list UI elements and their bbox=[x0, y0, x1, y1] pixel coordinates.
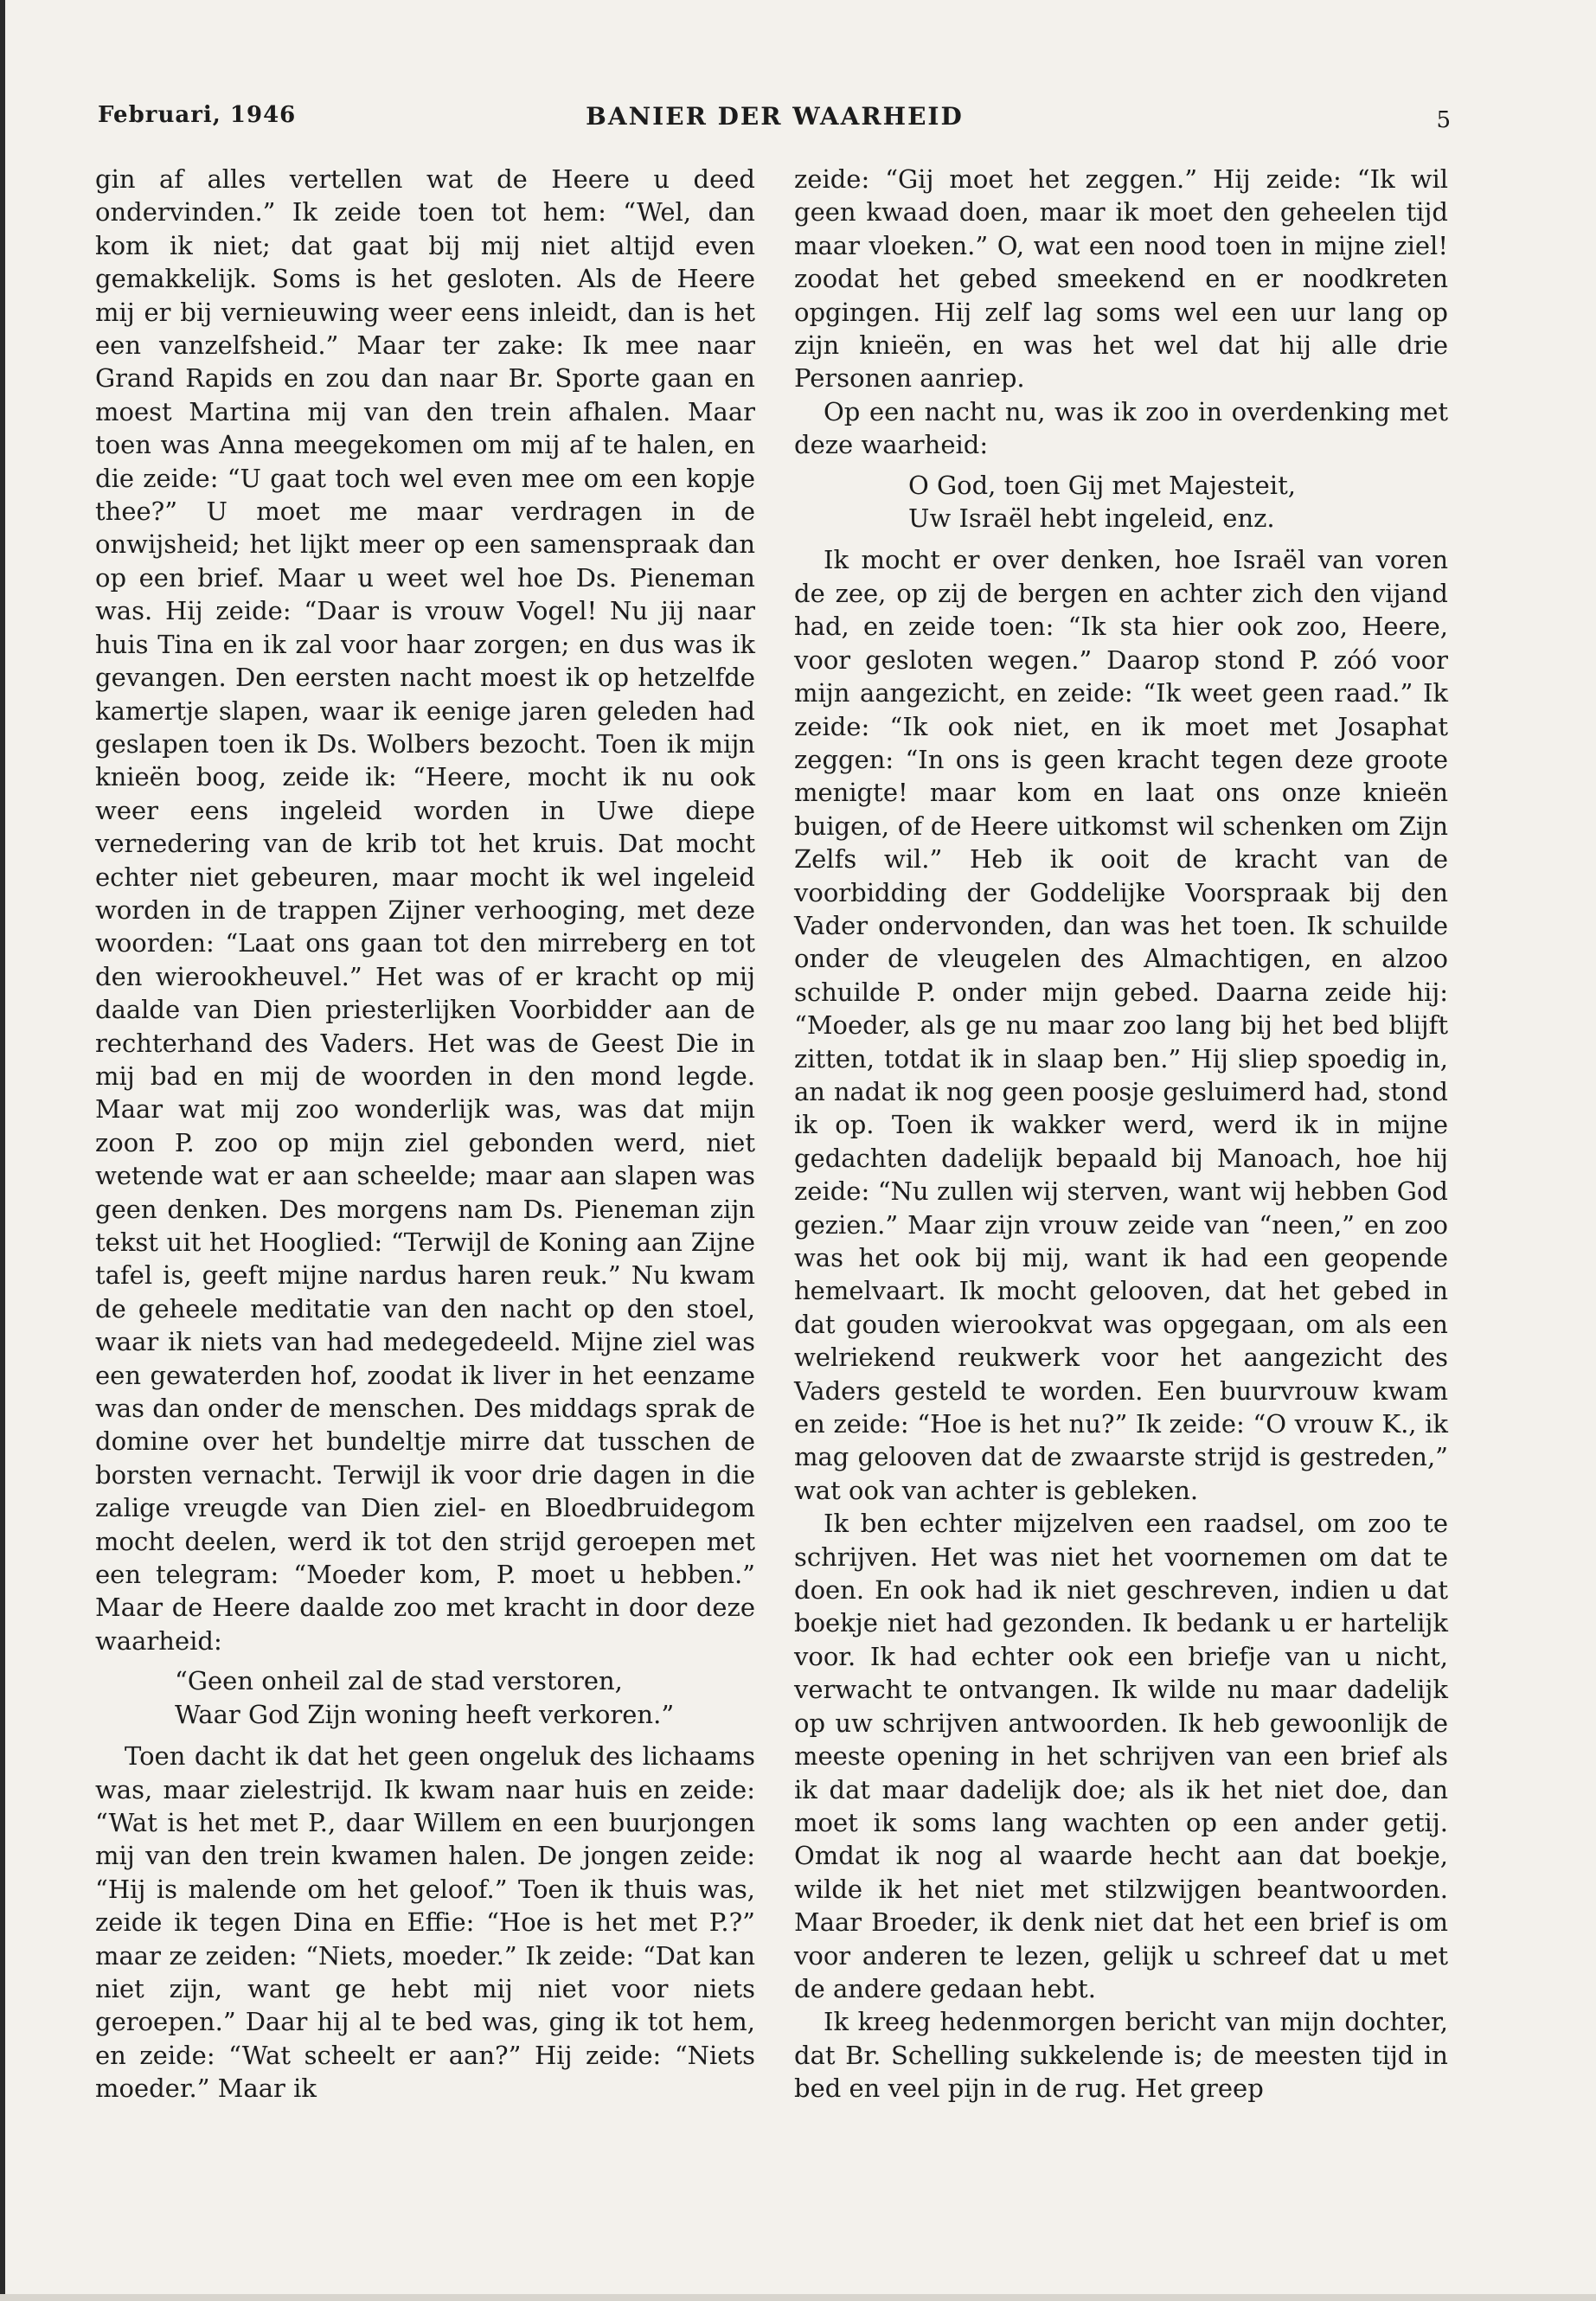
right-column bbox=[794, 163, 1448, 2106]
paragraph: Toen dacht ik dat het geen ongeluk des lichaams was, maar zielestrijd. Ik kwam naar huis en zeide: “Wat is het met P., daar Willem en een buurjongen mij van den trein kwamen halen. De jongen zeide: “Hij is malende om het geloof.” Toen ik thuis was, zeide ik tegen Dina en Effie: “Hoe is het met P.?” maar ze zeiden: “Niets, moeder.” Ik zeide: “Dat kan niet zijn, want ge hebt mij niet voor niets geroepen.” Daar hij al te bed was, ging ik tot hem, en zeide: “Wat scheelt er aan?” Hij zeide: “Niets moeder.” Maar ik bbox=[95, 1741, 755, 2104]
page-number: 5 bbox=[1436, 107, 1452, 133]
header-date: Februari, 1946 bbox=[98, 102, 297, 128]
verse-line: O God, toen Gij met Majesteit, bbox=[908, 470, 1296, 500]
header-title: BANIER DER WAARHEID bbox=[586, 102, 964, 131]
verse-quote bbox=[794, 469, 1448, 535]
paragraph: Ik kreeg hedenmorgen bericht van mijn dochter, dat Br. Schelling sukkelende is; de meesten tijd in bed en veel pijn in de rug. Het greep bbox=[794, 2007, 1448, 2104]
paragraph: Ik mocht er over denken, hoe Israël van voren de zee, op zij de bergen en achter zich den vijand had, en zeide toen: “Ik sta hier ook zoo, Heere, voor gesloten wegen.” Daarop stond P. zóó voor mijn aangezicht, en zeide: “Ik weet geen raad.” Ik zeide: “Ik ook niet, en ik moet met Josaphat zeggen: “In ons is geen kracht tegen deze groote menigte! maar kom en laat ons onze knieën buigen, of de Heere uitkomst wil schenken om Zijn Zelfs wil.” Heb ik ooit de kracht van de voorbidding der Goddelijke Voorspraak bij den Vader ondervonden, dan was het toen. Ik schuilde onder de vleugelen des Almachtigen, en alzoo schuilde P. onder mijn gebed. Daarna zeide hij: “Moeder, als ge nu maar zoo lang bij het bed blijft zitten, totdat ik in slaap ben.” Hij sliep spoedig in, an nadat ik nog geen poosje gesluimerd had, stond ik op. Toen ik wakker werd, werd ik in mijne gedachten dadelijk bepaald bij Manoach, hoe hij zeide: “Nu zullen wij sterven, want wij hebben God gezien.” Maar zijn vrouw zeide van “neen,” en zoo was het ook bij mij, want ik had een geopende hemelvaart. Ik mocht gelooven, dat het gebed in dat gouden wierookvat was opgegaan, om als een welriekend reukwerk voor het aangezicht des Vaders gesteld te worden. Een buurvrouw kwam en zeide: “Hoe is het nu?” Ik zeide: “O vrouw K., ik mag gelooven dat de zwaarste strijd is gestreden,” wat ook van achter is gebleken. bbox=[794, 545, 1448, 1505]
paragraph: gin af alles vertellen wat de Heere u deed ondervinden.” Ik zeide toen tot hem: “Wel, dan kom ik niet; dat gaat bij mij niet altijd even gemakkelijk. Soms is het gesloten. Als de Heere mij er bij vernieuwing weer eens inleidt, dan is het een vanzelfsheid.” Maar ter zake: Ik mee naar Grand Rapids en zou dan naar Br. Sporte gaan en moest Martina mij van den trein afhalen. Maar toen was Anna meegekomen om mij af te halen, en die zeide: “U gaat toch wel even mee om een kopje thee?” U moet me maar verdragen in de onwijsheid; het lijkt meer op een samenspraak dan op een brief. Maar u weet wel hoe Ds. Pieneman was. Hij zeide: “Daar is vrouw Vogel! Nu jij naar huis Tina en ik zal voor haar zorgen; en dus was ik gevangen. Den eersten nacht moest ik op hetzelfde kamertje slapen, waar ik eenige jaren geleden had geslapen toen ik Ds. Wolbers bezocht. Toen ik mijn knieën boog, zeide ik: “Heere, mocht ik nu ook weer eens ingeleid worden in Uwe diepe vernedering van de krib tot het kruis. Dat mocht echter niet gebeuren, maar mocht ik wel ingeleid worden in de trappen Zijner verhooging, met deze woorden: “Laat ons gaan tot den mirreberg en tot den wierookheuvel.” Het was of er kracht op mij daalde van Dien priesterlijken Voorbidder aan de rechterhand des Vaders. Het was de Geest Die in mij bad en mij de woorden in den mond legde. Maar wat mij zoo wonderlijk was, was dat mijn zoon P. zoo op mijn ziel gebonden werd, niet wetende wat er aan scheelde; maar aan slapen was geen denken. Des morgens nam Ds. Pieneman zijn tekst uit het Hooglied: “Terwijl de Koning aan Zijne tafel is, geeft mijne nardus haren reuk.” Nu kwam de geheele meditatie van den nacht op den stoel, waar ik niets van had medegedeeld. Mijne ziel was een gewaterden hof, zoodat ik liver in het eenzame was dan onder de menschen. Des middags sprak de domine over het bundeltje mirre dat tusschen de borsten vernacht. Terwijl ik voor drie dagen in die zalige vreugde van Dien ziel- en Bloedbruidegom mocht deelen, werd ik tot den strijd geroepen met een telegram: “Moeder kom, P. moet u hebben.” Maar de Heere daalde zoo met kracht in door deze waarheid: bbox=[95, 164, 755, 1656]
running-header bbox=[98, 102, 1452, 137]
verse-line: Uw Israël hebt ingeleid, enz. bbox=[908, 503, 1275, 534]
page-bottom-edge bbox=[0, 2294, 1596, 2301]
paragraph: Op een nacht nu, was ik zoo in overdenking met deze waarheid: bbox=[794, 396, 1448, 460]
left-column bbox=[95, 163, 755, 2106]
verse-line: Waar God Zijn woning heeft verkoren.” bbox=[175, 1699, 675, 1729]
verse-quote bbox=[95, 1664, 755, 1731]
paragraph: zeide: “Gij moet het zeggen.” Hij zeide: “Ik wil geen kwaad doen, maar ik moet den geheelen tijd maar vloeken.” O, wat een nood toen in mijne ziel! zoodat het gebed smeekend en er noodkreten opgingen. Hij zelf lag soms wel een uur lang op zijn knieën, en was het wel dat hij alle drie Personen aanriep. bbox=[794, 164, 1448, 394]
paragraph: Ik ben echter mijzelven een raadsel, om zoo te schrijven. Het was niet het voornemen om dat te doen. En ook had ik niet geschreven, indien u dat boekje niet had gezonden. Ik bedank u er hartelijk voor. Ik had echter ook een briefje van u nicht, verwacht te ontvangen. Ik wilde nu maar dadelijk op uw schrijven antwoorden. Ik heb gewoonlijk de meeste opening in het schrijven van een brief als ik dat maar dadelijk doe; als ik het niet doe, dan moet ik soms lang wachten op een ander getij. Omdat ik nog al waarde hecht aan dat boekje, wilde ik het niet met stilzwijgen beantwoorden. Maar Broeder, ik denk niet dat het een brief is om voor anderen te lezen, gelijk u schreef dat u met de andere gedaan hebt. bbox=[794, 1509, 1448, 2003]
verse-line: “Geen onheil zal de stad verstoren, bbox=[175, 1666, 623, 1696]
page-edge bbox=[0, 0, 5, 2301]
